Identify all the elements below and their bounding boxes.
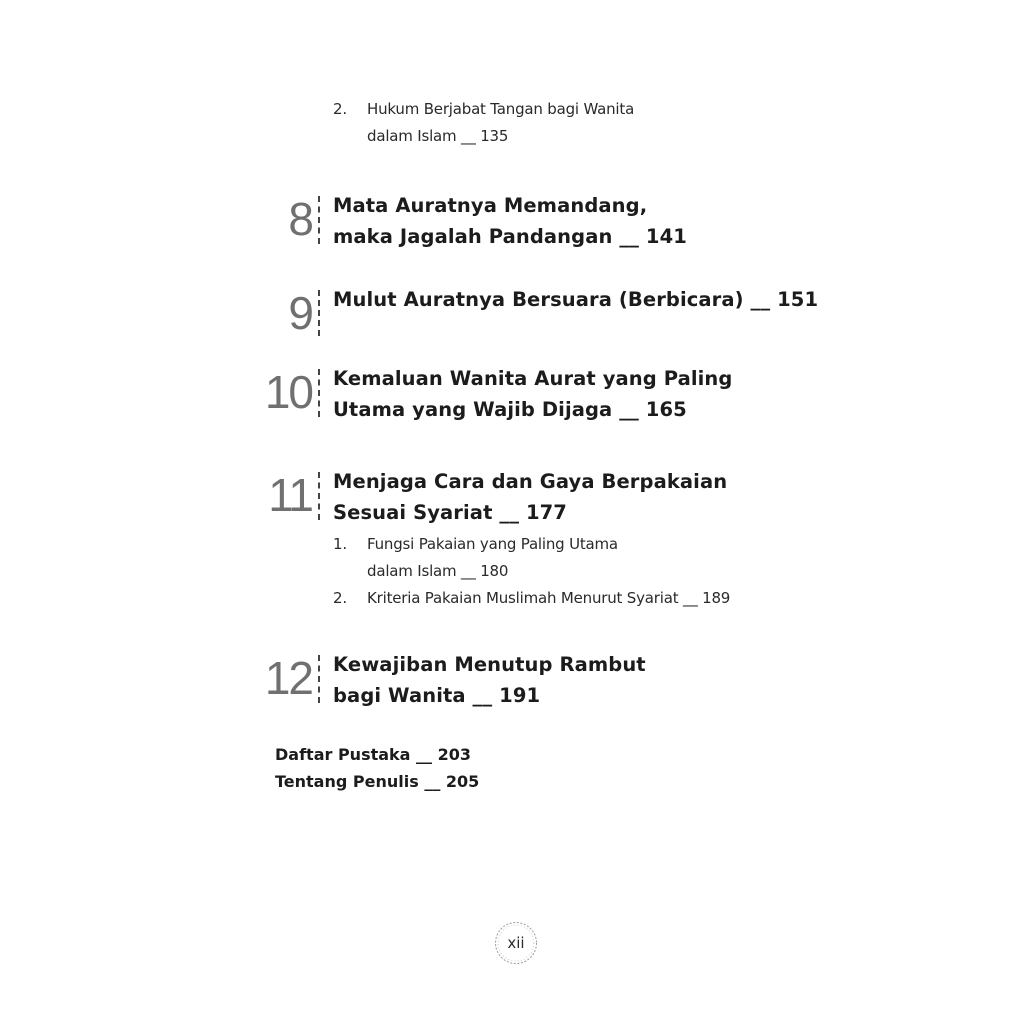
chapter-number: 8 (288, 193, 312, 245)
back-matter-entry: Daftar Pustaka __ 203 (275, 745, 472, 764)
dashed-divider (318, 290, 320, 336)
page-number-ornament (493, 920, 539, 966)
dashed-divider (318, 655, 320, 703)
item-text: Hukum Berjabat Tangan bagi Wanita dalam Islam __ 135 (367, 100, 635, 145)
chapter-title: Mulut Auratnya Bersuara (Berbicara) __ 151 (333, 288, 819, 311)
chapter-title: Kewajiban Menutup Rambut bagi Wanita __ 191 (333, 653, 646, 707)
chapter-title: Mata Auratnya Memandang, maka Jagalah Pandangan __ 141 (333, 194, 687, 248)
dashed-divider (318, 472, 320, 520)
chapter-title: Kemaluan Wanita Aurat yang Paling Utama yang Wajib Dijaga __ 165 (333, 367, 733, 421)
item-number: 1. (333, 535, 347, 553)
item-text: Fungsi Pakaian yang Paling Utama dalam Islam __ 180 (367, 535, 618, 580)
dashed-divider (318, 196, 320, 244)
chapter-title: Menjaga Cara dan Gaya Berpakaian Sesuai Syariat __ 177 (333, 470, 728, 524)
chapter-number: 11 (268, 469, 312, 521)
back-matter-entry: Tentang Penulis __ 205 (275, 772, 480, 791)
chapter-number: 9 (288, 287, 312, 339)
dashed-divider (318, 369, 320, 417)
chapter-number: 10 (264, 366, 312, 418)
item-number: 2. (333, 100, 347, 118)
item-text: Kriteria Pakaian Muslimah Menurut Syariat __ 189 (367, 589, 731, 607)
back-matter (275, 741, 479, 795)
page-number: xii (507, 934, 525, 952)
chapter-number: 12 (264, 652, 312, 704)
item-number: 2. (333, 589, 347, 607)
